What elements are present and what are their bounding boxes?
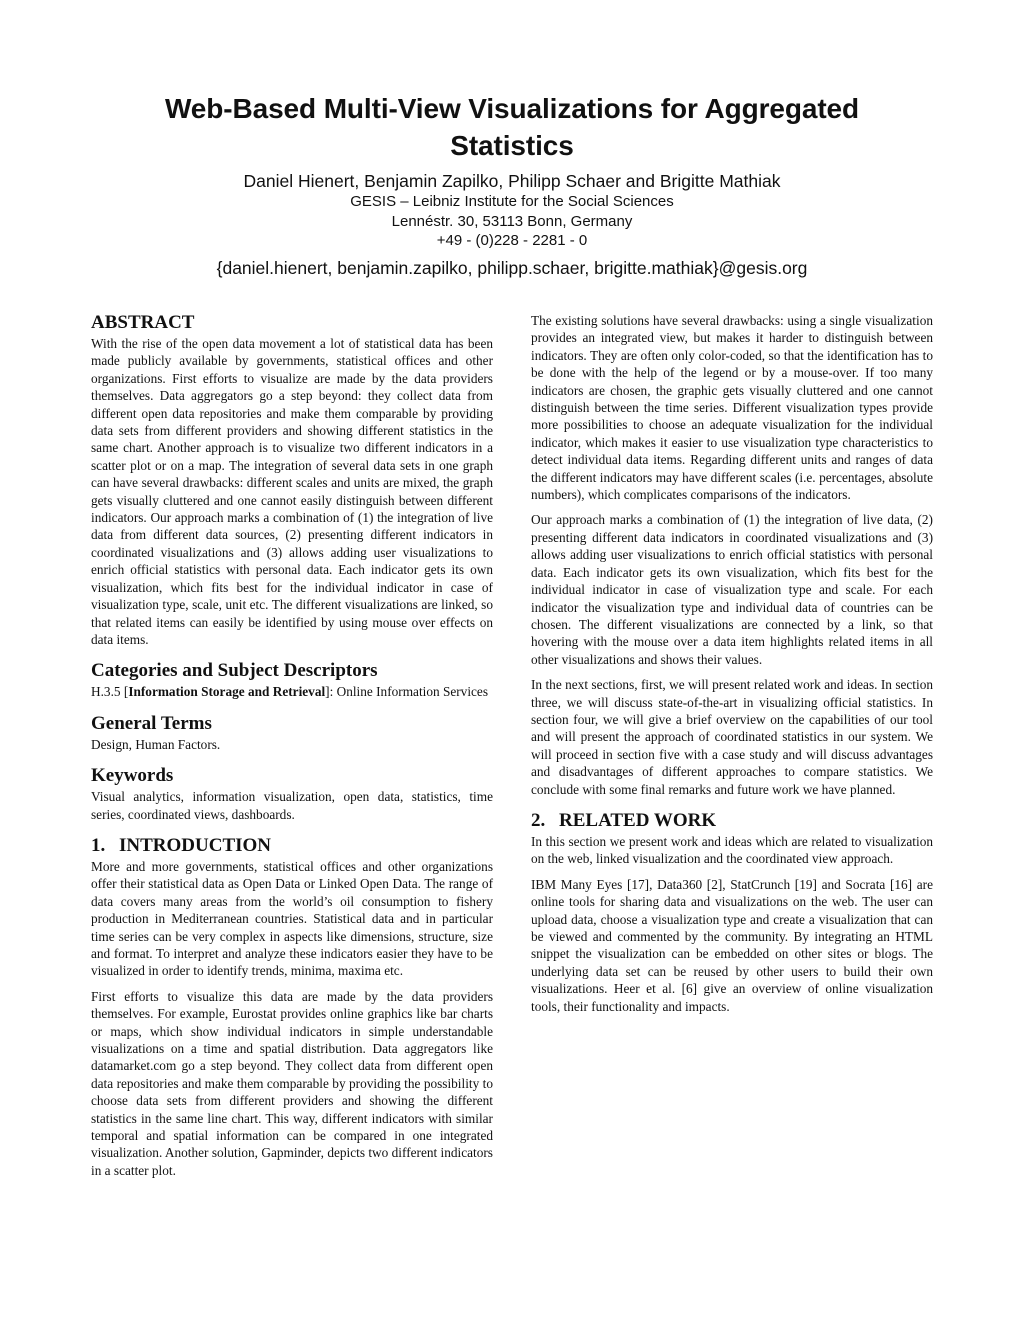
author-list: Daniel Hienert, Benjamin Zapilko, Philipp Schaer and Brigitte Mathiak — [243, 171, 781, 191]
general-terms-text: Design, Human Factors. — [91, 736, 221, 752]
keywords-heading: Keywords — [91, 765, 174, 787]
right-column — [531, 312, 933, 1023]
categories-heading: Categories and Subject Descriptors — [91, 660, 378, 682]
keywords-text: Visual analytics, information visualization, open data, statistics, time series, coordinated views, dashboards. — [91, 789, 493, 822]
abstract-heading: ABSTRACT — [91, 312, 195, 333]
intro-paragraph: Our approach marks a combination of (1) the integration of live data, (2) presenting different data indicators in coordinated visualizations and (3) allows adding user visualizations to enrich official statistics with personal data. Each indicator gets its own visualization, which fits best for the individual indicator in case of visualization type and scale. For each indicator the visualization type and individual data of countries can be chosen. The different visualizations are connected by a link, so that hovering with the mouse over a data item highlights related items in all other visualizations and shows their values. — [531, 512, 933, 667]
intro-paragraph: First efforts to visualize this data are made by the data providers themselves. For example, Eurostat provides online graphics like bar charts or maps, which show individual indicators in simple understandable visualizations on a time and spatial distribution. Data aggregators like datamarket.com go a step beyond. They collect data from different open data repositories and make them comparable by providing the possibility to choose data sets from different providers and showing the different statistics in the same line chart. This way, different indicators with similar temporal and spatial information can be compared in one integrated visualization. Another solution, Gapminder, depicts two different indicators in a scatter plot. — [91, 988, 493, 1178]
address: Lennéstr. 30, 53113 Bonn, Germany — [391, 212, 633, 230]
paper-title: Web-Based Multi-View Visualizations for Aggregated Statistics — [164, 93, 860, 161]
left-column — [91, 312, 493, 1179]
general-terms-heading: General Terms — [91, 712, 212, 734]
related-work-heading: 2. RELATED WORK — [531, 809, 717, 831]
intro-paragraph: More and more governments, statistical offices and other organizations offer their statistical data as Open Data or Linked Open Data. The range of data covers many areas from the world’s oil consumption to fishery production in Mediterranean countries. Statistical data and in particular time series can be very complex in aspects like dimensions, structure, size and format. To interpret and analyze these indicators easier they have to be visualized in order to identify trends, minima, maxima etc. — [91, 858, 493, 979]
author-emails: {daniel.hienert, benjamin.zapilko, philipp.schaer, brigitte.mathiak}@gesis.org — [216, 257, 808, 278]
institution: GESIS – Leibniz Institute for the Social Sciences — [350, 193, 674, 210]
related-paragraph: IBM Many Eyes [17], Data360 [2], StatCrunch [19] and Socrata [16] are online tools for sharing data and visualizations on the web. The user can upload data, choose a visualization type and create a visualization that can be viewed and commented by the community. By integrating an HTML snippet the visualization can be embedded on other sites or blogs. The underlying data set can be reused by other users to build their own visualizations. Heer et al. [6] give an overview of online visualization tools, their functionality and impacts. — [531, 876, 933, 1014]
introduction-heading: 1. INTRODUCTION — [91, 834, 272, 856]
paper-header — [0, 90, 1024, 279]
intro-paragraph: In the next sections, first, we will present related work and ideas. In section three, we will discuss state-of-the-art in visualizing official statistics. In section four, we will give a brief overview on the capabilities of our tool and will present the approach of coordinated statistics in our system. We will proceed in section five with a case study and will discuss advantages and disadvantages of different approaches to compare statistics. We conclude with some final remarks and future work we have planned. — [531, 677, 933, 797]
related-paragraph: In this section we present work and ideas which are related to visualization on the web, linked visualization and the coordinated view approach. — [531, 833, 933, 867]
categories-text: H.3.5 [Information Storage and Retrieval]: Online Information Services — [91, 684, 488, 700]
intro-paragraph: The existing solutions have several drawbacks: using a single visualization provides an integrated view, but makes it harder to distinguish between indicators. They are often only color-coded, so that the identification has to be done with the help of the legend or by a mouse-over. If too many indicators are chosen, the graphic gets visually cluttered and one cannot distinguish between the time series. Different visualization types provide more possibilities to choose an adequate visualization for the individual indicator, which makes it easier to use visualization type characteristics to detect individual data items. Regarding different units and ranges of data the different indicators may have different scales (i.e. percentages, absolute numbers), which complicates comparisons of the indicators. — [531, 313, 933, 503]
phone-number: +49 - (0)228 - 2281 - 0 — [436, 232, 588, 249]
abstract-text: With the rise of the open data movement a lot of statistical data has been made publicly available by governments, statistical offices and other organizations. First efforts to visualize are made by the data providers themselves. Data aggregators go a step beyond: they collect data from different open data repositories and make them comparable by providing data sets from different providers and showing different statistics in the same chart. Another approach is to visualize two different indicators in a scatter plot or on a map. The integration of several data sets in one graph can have several drawbacks: different scales and units are mixed, the graph gets visually cluttered and one cannot easily distinguish between different indicators. Our approach marks a combination of (1) the integration of live data from different data sources, (2) presenting different indicators in coordinated visualizations and (3) allows adding user visualizations to enrich official statistics with personal data. Each indicator gets its own visualization, which fits best for the individual indicator in case of visualization type, scale, unit etc. The different visualizations are linked, so that related items can easily be identified by using mouse over effects on data items. — [91, 336, 493, 647]
